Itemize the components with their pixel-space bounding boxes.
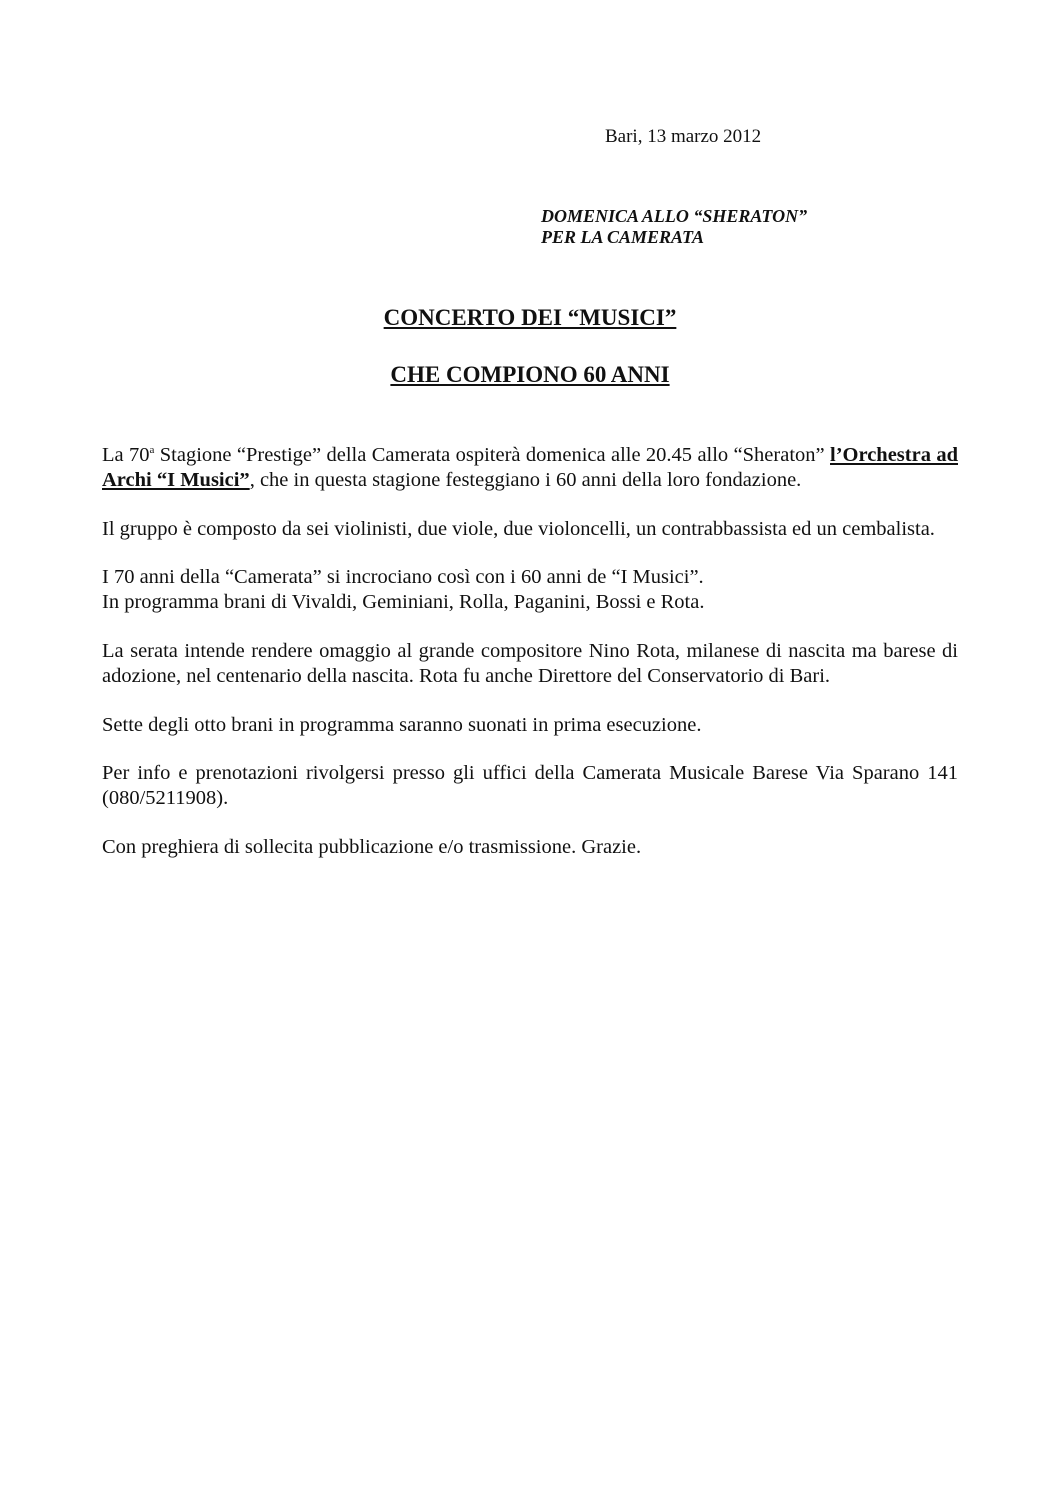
paragraph-1-text-c: , che in questa stagione festeggiano i 60 anni della loro fondazione.	[249, 468, 802, 491]
paragraph-5: Sette degli otto brani in programma saranno suonati in prima esecuzione.	[102, 713, 702, 736]
paragraph-3-line-2: In programma brani di Vivaldi, Geminiani, Rolla, Paganini, Bossi e Rota.	[102, 591, 705, 614]
ordinal-superscript: a	[149, 444, 155, 456]
paragraph-1-text-a: La 70	[102, 444, 150, 466]
subheading-line-2: PER LA CAMERATA	[541, 227, 705, 247]
date-line: Bari, 13 marzo 2012	[605, 126, 762, 147]
orchestra-name: l’Orchestra ad Archi “I Musici”	[102, 444, 958, 491]
paragraph-4: La serata intende rendere omaggio al grande compositore Nino Rota, milanese di nascita ma barese di adozione, nel centenario della nascita. Rota fu anche Direttore del Conservatorio di Bari.	[102, 639, 958, 687]
subheading-line-1: DOMENICA ALLO “SHERATON”	[541, 206, 808, 226]
paragraph-7: Con preghiera di sollecita pubblicazione e/o trasmissione. Grazie.	[102, 835, 642, 858]
paragraph-2: Il gruppo è composto da sei violinisti, due viole, due violoncelli, un contrabbassista ed un cembalista.	[102, 517, 935, 540]
title-line-1: CONCERTO DEI “MUSICI”	[383, 305, 677, 330]
paragraph-1	[102, 443, 958, 493]
body-text	[102, 443, 958, 884]
title-line-2: CHE COMPIONO 60 ANNI	[390, 362, 670, 387]
paragraph-3-line-1: I 70 anni della “Camerata” si incrociano così con i 60 anni de “I Musici”.	[102, 566, 704, 589]
paragraph-6: Per info e prenotazioni rivolgersi presso gli uffici della Camerata Musicale Barese Via Sparano 141 (080/5211908).	[102, 762, 958, 810]
paragraph-1-text-b: Stagione “Prestige” della Camerata ospiterà domenica alle 20.45 allo “Sheraton”	[154, 444, 831, 466]
paragraph-3	[102, 565, 958, 615]
subheading	[541, 206, 807, 248]
